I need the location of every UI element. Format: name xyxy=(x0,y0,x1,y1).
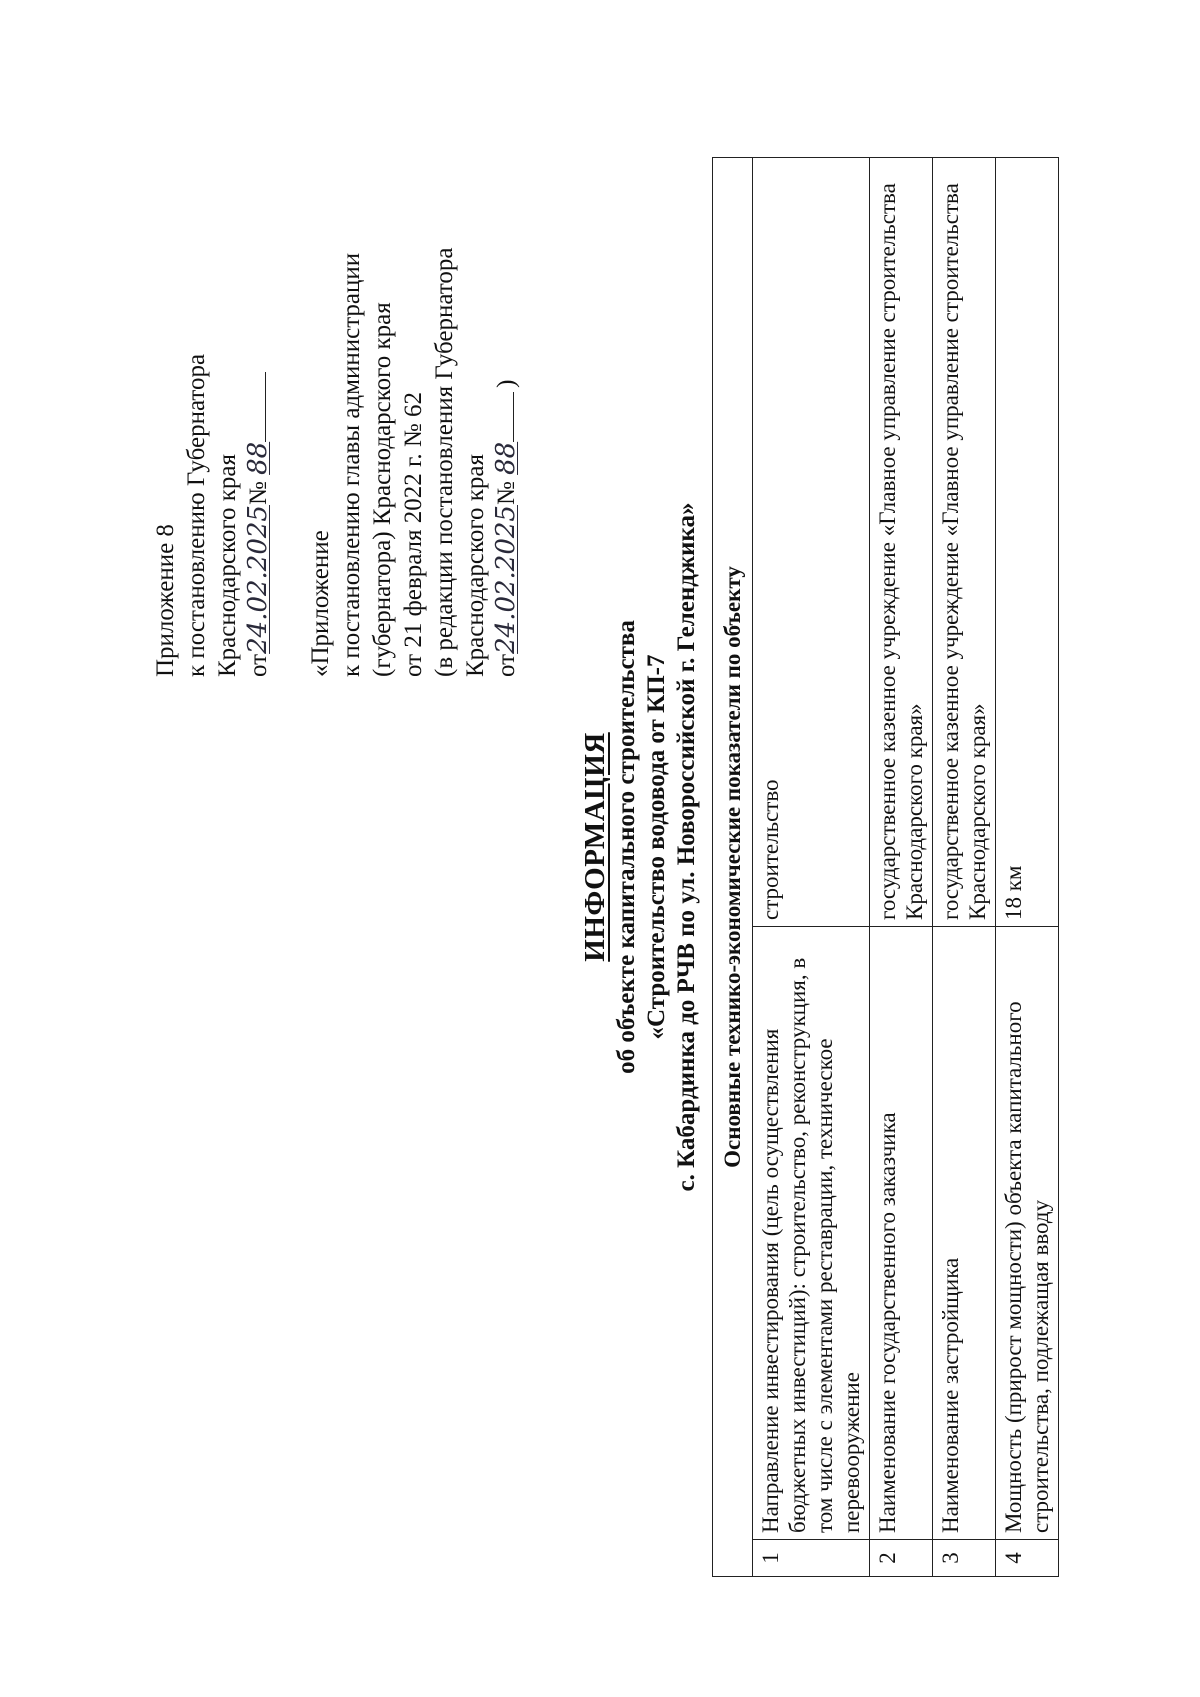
prev-date-line: от 21 февраля 2022 г. № 62 xyxy=(400,391,427,677)
table-row xyxy=(753,158,870,1577)
date-number-line xyxy=(243,207,274,677)
row-label: Мощность (прирост мощности) объекта капитального строительства, подлежащая вводу xyxy=(996,927,1059,1540)
table-row xyxy=(870,158,933,1577)
section-header: Основные технико-экономические показатели по объекту xyxy=(713,158,753,1577)
row-label: Направление инвестирования (цель осуществления бюджетных инвестиций): строительство, реконструкция, в том числе с элементами реставрации, техническое перевооружение xyxy=(753,927,870,1540)
prev-edition-line: (в редакции постановления Губернатора xyxy=(431,247,458,677)
closing-paren: ) xyxy=(493,379,520,388)
prev-region-line: Краснодарского края xyxy=(462,454,489,677)
row-number: 3 xyxy=(933,1540,996,1577)
region-line: Краснодарского края xyxy=(214,454,241,677)
prev-date-number-line xyxy=(491,207,522,677)
title-subline-1: об объекте капитального строительства xyxy=(613,620,640,1074)
prev-resolution-line: к постановлению главы администрации xyxy=(338,252,365,677)
appendix-title: Приложение 8 xyxy=(152,524,179,677)
document-title: ИНФОРМАЦИЯ xyxy=(579,732,611,962)
row-number: 2 xyxy=(870,1540,933,1577)
approval-stamp-block xyxy=(150,207,522,677)
row-label: Наименование государственного заказчика xyxy=(870,927,933,1540)
table-row xyxy=(996,158,1059,1577)
row-label: Наименование застройщика xyxy=(933,927,996,1540)
prev-date-prefix: от xyxy=(493,653,520,677)
title-subline-3: с. Кабардинка до РЧВ по ул. Новороссийской г. Геленджика» xyxy=(673,502,700,1192)
row-value: 18 км xyxy=(996,158,1059,927)
prev-handwritten-number: 88 xyxy=(491,441,521,475)
title-subline-2: «Строительство водовода от КП-7 xyxy=(643,654,670,1040)
indicators-table xyxy=(712,157,1059,1577)
row-value: строительство xyxy=(753,158,870,927)
table-row xyxy=(933,158,996,1577)
table-header-row xyxy=(713,158,753,1577)
prev-handwritten-date: 24.02.2025 xyxy=(491,505,521,654)
prev-appendix-title: «Приложение xyxy=(307,530,334,677)
handwritten-date: 24.02.2025 xyxy=(243,505,273,654)
number-sign: № xyxy=(245,481,272,506)
prev-number-sign: № xyxy=(493,481,520,506)
prev-authority-line: (губернатора) Краснодарского края xyxy=(369,302,396,677)
row-number: 4 xyxy=(996,1540,1059,1577)
handwritten-number: 88 xyxy=(243,441,273,475)
blank-underline xyxy=(265,372,266,442)
row-value: государственное казенное учреждение «Главное управление строительства Краснодарского края» xyxy=(870,158,933,927)
prev-blank-underline xyxy=(513,392,514,442)
document-title-block xyxy=(578,357,702,1337)
resolution-line: к постановлению Губернатора xyxy=(183,353,210,677)
row-number: 1 xyxy=(753,1540,870,1577)
row-value: государственное казенное учреждение «Главное управление строительства Краснодарского края» xyxy=(933,158,996,927)
date-prefix: от xyxy=(245,653,272,677)
